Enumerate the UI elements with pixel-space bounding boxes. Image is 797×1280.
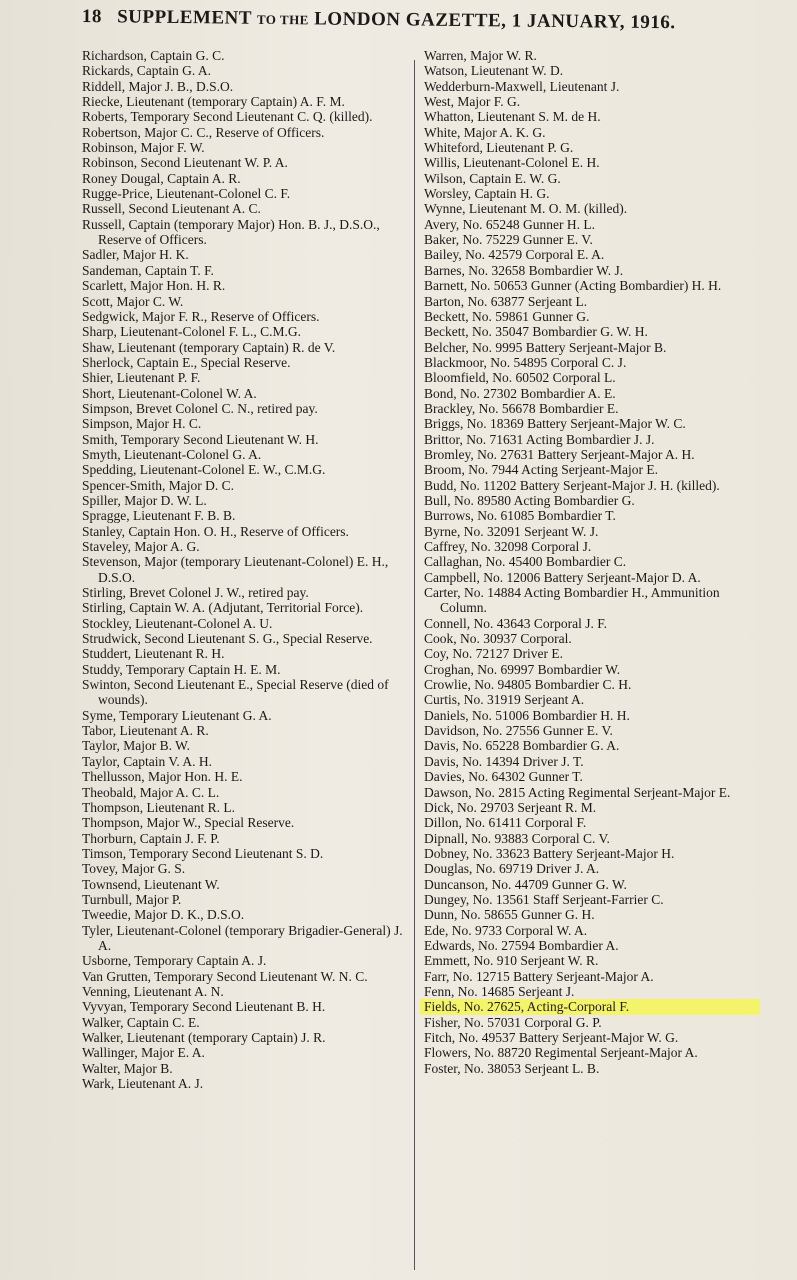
list-entry: Davidson, No. 27556 Gunner E. V. [424,723,613,739]
list-entry: Barnett, No. 50653 Gunner (Acting Bombardier) H. H. [424,278,722,294]
list-entry: Timson, Temporary Second Lieutenant S. D. [82,845,324,861]
list-entry: Dawson, No. 2815 Acting Regimental Serjeant-Major E. [424,784,731,800]
list-entry: Riddell, Major J. B., D.S.O. [82,78,234,94]
list-entry: Ede, No. 9733 Corporal W. A. [424,922,588,938]
list-entry: Syme, Temporary Lieutenant G. A. [82,707,272,723]
list-entry: Douglas, No. 69719 Driver J. A. [424,861,600,877]
list-entry: Wark, Lieutenant A. J. [82,1076,204,1092]
page-number: 18 [81,6,102,28]
list-entry: Thellusson, Major Hon. H. E. [82,769,243,785]
list-entry: Blackmoor, No. 54895 Corporal C. J. [424,354,627,370]
list-entry: Spedding, Lieutenant-Colonel E. W., C.M.G. [82,462,326,478]
list-entry: Studdy, Temporary Captain H. E. M. [82,661,281,677]
header-supplement: SUPPLEMENT [117,6,252,29]
list-entry: Sadler, Major H. K. [82,247,189,263]
header-gazette-title: LONDON GAZETTE, 1 JANUARY, 1916. [314,8,676,34]
list-entry: Daniels, No. 51006 Bombardier H. H. [424,707,630,723]
list-entry: Dipnall, No. 93883 Corporal C. V. [424,830,610,846]
list-entry: Stockley, Lieutenant-Colonel A. U. [82,615,273,631]
list-entry: Edwards, No. 27594 Bombardier A. [424,937,619,953]
list-entry: Thorburn, Captain J. F. P. [82,830,220,846]
list-entry: Roberts, Temporary Second Lieutenant C. Q. (killed). [82,109,373,125]
list-entry: Scarlett, Major Hon. H. R. [82,278,226,294]
list-entry: Russell, Second Lieutenant A. C. [82,201,261,217]
list-entry: Whatton, Lieutenant S. M. de H. [424,109,601,125]
list-entry: Sedgwick, Major F. R., Reserve of Officers. [82,308,320,324]
list-entry: Sandeman, Captain T. F. [82,262,214,278]
list-entry: Walker, Lieutenant (temporary Captain) J. R. [82,1030,326,1045]
right-column [424,48,760,1076]
list-entry: Davies, No. 64302 Gunner T. [424,769,583,785]
list-entry: White, Major A. K. G. [424,124,546,140]
list-entry: Belcher, No. 9995 Battery Serjeant-Major B. [424,339,667,355]
list-entry: Beckett, No. 59861 Gunner G. [424,308,590,324]
list-entry: Worsley, Captain H. G. [424,186,550,202]
list-entry: Barnes, No. 32658 Bombardier W. J. [424,262,624,278]
list-entry: Strudwick, Second Lieutenant S. G., Special Reserve. [82,631,373,647]
list-entry: Baker, No. 75229 Gunner E. V. [424,232,593,248]
list-entry: Bloomfield, No. 60502 Corporal L. [424,370,616,386]
list-entry: Bull, No. 89580 Acting Bombardier G. [424,492,635,508]
list-entry: Brittor, No. 71631 Acting Bombardier J. J. [424,431,655,447]
list-entry: Walter, Major B. [82,1060,173,1076]
list-entry: Curtis, No. 31919 Serjeant A. [424,692,585,708]
list-entry: Fitch, No. 49537 Battery Serjeant-Major W. G. [424,1030,679,1045]
list-entry: Studdert, Lieutenant R. H. [82,646,225,662]
list-entry: Simpson, Brevet Colonel C. N., retired pay. [82,400,318,416]
list-entry: Burrows, No. 61085 Bombardier T. [424,508,616,524]
list-entry: Smith, Temporary Second Lieutenant W. H. [82,431,319,447]
list-entry: Walker, Captain C. E. [82,1014,200,1030]
list-entry: Stirling, Captain W. A. (Adjutant, Territorial Force). [82,600,364,616]
list-entry: Barton, No. 63877 Serjeant L. [424,293,588,309]
list-entry: Russell, Captain (temporary Major) Hon. B. J., D.S.O., Reserve of Officers. [82,216,380,248]
list-entry: Davis, No. 65228 Bombardier G. A. [424,738,620,754]
list-entry: Spiller, Major D. W. L. [82,492,207,508]
list-entry: Briggs, No. 18369 Battery Serjeant-Major W. C. [424,416,686,432]
list-entry: Simpson, Major H. C. [82,416,202,432]
list-entry: Robertson, Major C. C., Reserve of Officers. [82,124,325,140]
list-entry: Carter, No. 14884 Acting Bombardier H., Ammunition Column. [424,585,720,616]
list-entry: Davis, No. 14394 Driver J. T. [424,753,584,769]
list-entry: Duncanson, No. 44709 Gunner G. W. [424,876,627,892]
list-entry: Wallinger, Major E. A. [82,1045,205,1061]
list-entry: Beckett, No. 35047 Bombardier G. W. H. [424,324,648,340]
list-entry: Callaghan, No. 45400 Bombardier C. [424,554,627,570]
list-entry: Swinton, Second Lieutenant E., Special Reserve (died of wounds). [82,677,389,708]
list-entry: Spencer-Smith, Major D. C. [82,477,234,493]
list-entry: Wilson, Captain E. W. G. [424,170,561,186]
list-entry: Roney Dougal, Captain A. R. [82,170,241,186]
list-entry: Emmett, No. 910 Serjeant W. R. [424,953,599,969]
list-entry: Bailey, No. 42579 Corporal E. A. [424,247,605,263]
list-entry: Warren, Major W. R. [424,48,537,63]
list-entry: Wynne, Lieutenant M. O. M. (killed). [424,201,628,217]
list-entry: Tyler, Lieutenant-Colonel (temporary Brigadier-General) J. A. [82,922,403,953]
list-entry: Shier, Lieutenant P. F. [82,370,201,386]
list-entry: Flowers, No. 88720 Regimental Serjeant-Major A. [424,1045,698,1061]
list-entry: Avery, No. 65248 Gunner H. L. [424,216,595,232]
list-entry: Bond, No. 27302 Bombardier A. E. [424,385,616,401]
list-entry: Spragge, Lieutenant F. B. B. [82,508,236,524]
list-entry: Stevenson, Major (temporary Lieutenant-Colonel) E. H., D.S.O. [82,554,389,585]
list-entry: Short, Lieutenant-Colonel W. A. [82,385,257,401]
list-entry: Tweedie, Major D. K., D.S.O. [82,907,245,923]
list-entry: Broom, No. 7944 Acting Serjeant-Major E. [424,462,658,478]
column-divider [414,60,415,1270]
list-entry: Coy, No. 72127 Driver E. [424,646,563,662]
list-entry: Farr, No. 12715 Battery Serjeant-Major A. [424,968,654,984]
left-column [82,48,404,1091]
list-entry: Staveley, Major A. G. [82,539,200,554]
list-entry: Shaw, Lieutenant (temporary Captain) R. de V. [82,339,336,355]
list-entry: Fisher, No. 57031 Corporal G. P. [424,1014,602,1030]
list-entry: Stanley, Captain Hon. O. H., Reserve of Officers. [82,523,349,539]
list-entry: Smyth, Lieutenant-Colonel G. A. [82,446,262,462]
list-entry: Vyvyan, Temporary Second Lieutenant B. H. [82,999,326,1015]
header-to-the: TO THE [256,11,309,28]
list-entry: Cook, No. 30937 Corporal. [424,631,572,647]
list-entry: Foster, No. 38053 Serjeant L. B. [424,1060,600,1076]
list-entry: Turnbull, Major P. [82,891,182,907]
list-entry: Bromley, No. 27631 Battery Serjeant-Major A. H. [424,446,695,462]
list-entry: West, Major F. G. [424,94,521,110]
list-entry: Connell, No. 43643 Corporal J. F. [424,615,608,631]
list-entry: Croghan, No. 69997 Bombardier W. [424,661,621,677]
list-entry: Richardson, Captain G. C. [82,48,225,63]
list-entry: Usborne, Temporary Captain A. J. [82,953,267,969]
list-entry: Campbell, No. 12006 Battery Serjeant-Major D. A. [424,569,701,585]
list-entry: Watson, Lieutenant W. D. [424,63,564,79]
list-entry: Taylor, Captain V. A. H. [82,753,213,769]
list-entry: Scott, Major C. W. [82,293,184,309]
list-entry: Caffrey, No. 32098 Corporal J. [424,539,592,554]
list-entry: Byrne, No. 32091 Serjeant W. J. [424,523,599,539]
list-entry: Riecke, Lieutenant (temporary Captain) A. F. M. [82,94,345,110]
list-entry: Robinson, Major F. W. [82,140,205,156]
list-entry: Robinson, Second Lieutenant W. P. A. [82,155,288,171]
list-entry: Budd, No. 11202 Battery Serjeant-Major J. H. (killed). [424,477,720,493]
list-entry: Venning, Lieutenant A. N. [82,983,224,999]
list-entry: Dunn, No. 58655 Gunner G. H. [424,907,595,923]
list-entry: Stirling, Brevet Colonel J. W., retired pay. [82,585,309,601]
list-entry: Sharp, Lieutenant-Colonel F. L., C.M.G. [82,324,302,340]
list-entry: Dobney, No. 33623 Battery Serjeant-Major H. [424,845,675,861]
list-entry: Rugge-Price, Lieutenant-Colonel C. F. [82,186,291,202]
list-entry: Sherlock, Captain E., Special Reserve. [82,354,291,370]
list-entry: Crowlie, No. 94805 Bombardier C. H. [424,677,632,693]
list-entry: Dick, No. 29703 Serjeant R. M. [424,799,597,815]
list-entry: Willis, Lieutenant-Colonel E. H. [424,155,600,171]
highlighted-entry: Fields, No. 27625, Acting-Corporal F. [420,999,760,1014]
list-entry: Brackley, No. 56678 Bombardier E. [424,400,619,416]
page-header [82,6,782,53]
list-entry: Taylor, Major B. W. [82,738,191,754]
list-entry: Dungey, No. 13561 Staff Serjeant-Farrier C. [424,891,664,907]
list-entry: Wedderburn-Maxwell, Lieutenant J. [424,78,620,94]
list-entry: Tabor, Lieutenant A. R. [82,723,209,739]
list-entry: Tovey, Major G. S. [82,861,186,877]
list-entry: Whiteford, Lieutenant P. G. [424,140,574,156]
list-entry: Thompson, Lieutenant R. L. [82,799,235,815]
list-entry: Thompson, Major W., Special Reserve. [82,815,295,831]
list-entry: Dillon, No. 61411 Corporal F. [424,815,587,831]
list-entry: Townsend, Lieutenant W. [82,876,220,892]
list-entry: Rickards, Captain G. A. [82,63,211,79]
list-entry: Van Grutten, Temporary Second Lieutenant W. N. C. [82,968,368,984]
list-entry: Fenn, No. 14685 Serjeant J. [424,983,575,999]
list-entry: Theobald, Major A. C. L. [82,784,220,800]
